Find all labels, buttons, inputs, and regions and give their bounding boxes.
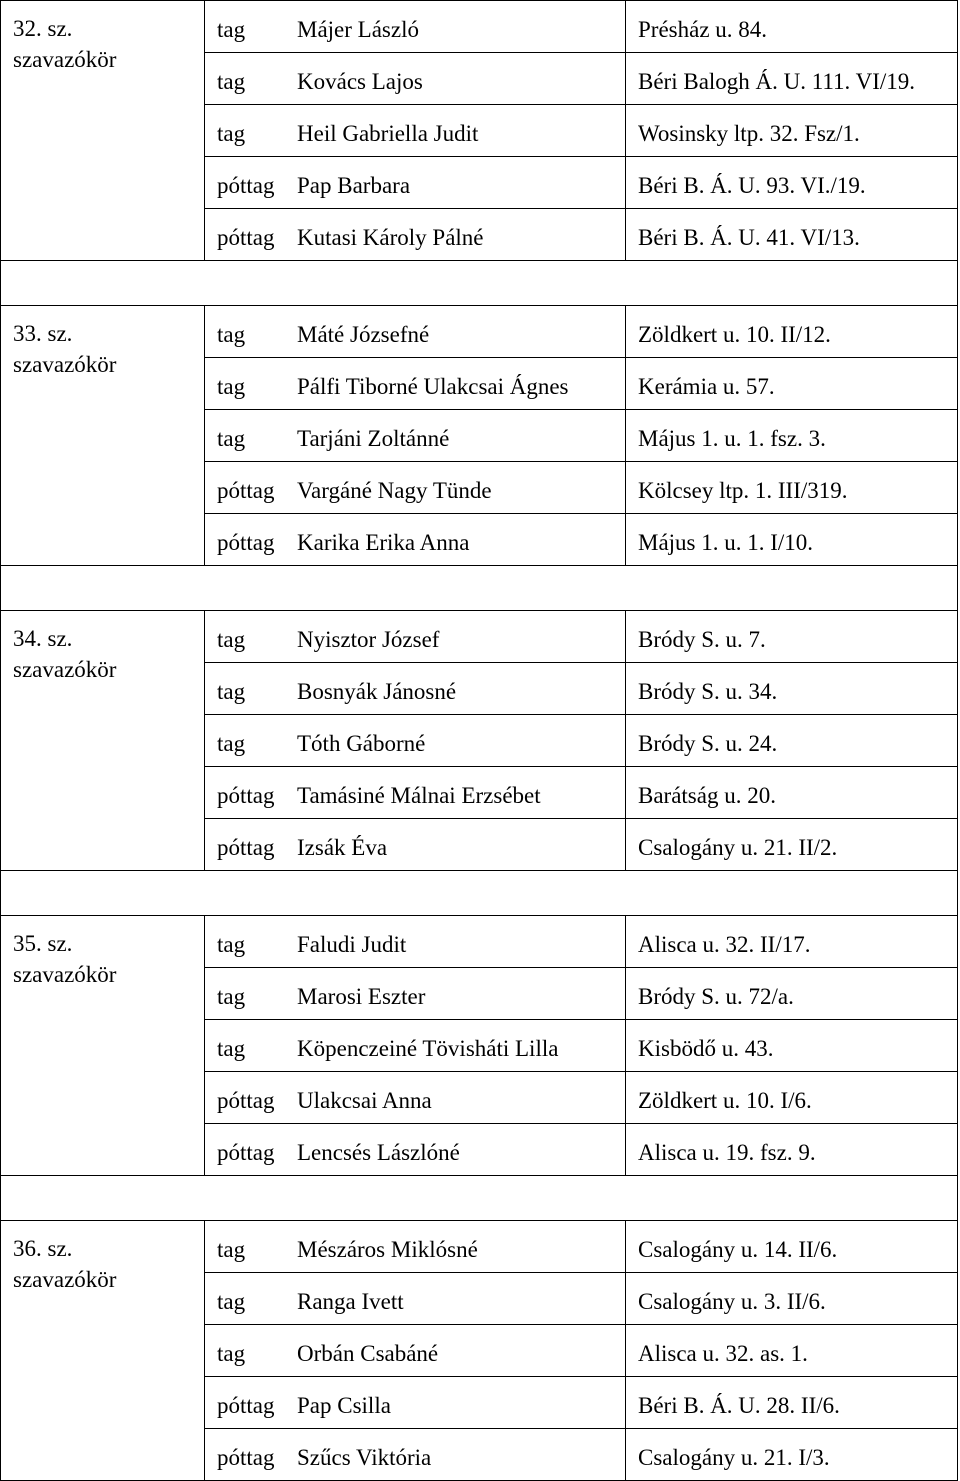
member-address: Csalogány u. 21. I/3. xyxy=(638,1445,830,1470)
member-name: Faludi Judit xyxy=(297,932,407,957)
member-list xyxy=(205,916,957,1175)
member-address-cell xyxy=(626,1072,958,1124)
member-role-cell xyxy=(205,53,297,105)
member-address-cell xyxy=(626,611,958,663)
member-name-cell xyxy=(297,715,626,767)
member-name: Nyisztor József xyxy=(297,627,440,652)
member-role: tag xyxy=(217,1036,246,1061)
member-role-cell xyxy=(205,1072,297,1124)
member-role: tag xyxy=(217,426,246,451)
member-role-cell xyxy=(205,1377,297,1429)
member-row xyxy=(205,1072,957,1124)
member-address-cell xyxy=(626,715,958,767)
member-name: Tóth Gáborné xyxy=(297,731,426,756)
member-name: Szűcs Viktória xyxy=(297,1445,432,1470)
member-name: Vargáné Nagy Tünde xyxy=(297,478,492,503)
member-address: Béri B. Á. U. 41. VI/13. xyxy=(638,225,860,250)
member-list xyxy=(205,611,957,870)
member-address-cell xyxy=(626,462,958,514)
member-row xyxy=(205,968,957,1020)
member-name: Köpenczeiné Tövisháti Lilla xyxy=(297,1036,559,1061)
member-name-cell xyxy=(297,968,626,1020)
member-role: tag xyxy=(217,322,246,347)
member-address: Kisbödő u. 43. xyxy=(638,1036,774,1061)
member-address: Zöldkert u. 10. I/6. xyxy=(638,1088,812,1113)
member-list-cell xyxy=(205,306,958,566)
member-address-cell xyxy=(626,819,958,871)
member-name-cell xyxy=(297,1429,626,1481)
member-name: Pálfi Tiborné Ulakcsai Ágnes xyxy=(297,374,569,399)
member-name: Karika Erika Anna xyxy=(297,530,470,555)
member-address: Bródy S. u. 72/a. xyxy=(638,984,794,1009)
member-list-cell xyxy=(205,1221,958,1481)
member-name-cell xyxy=(297,1072,626,1124)
member-row xyxy=(205,767,957,819)
member-row xyxy=(205,1221,957,1273)
member-name: Marosi Eszter xyxy=(297,984,426,1009)
member-address: Kerámia u. 57. xyxy=(638,374,775,399)
member-address-cell xyxy=(626,1,958,53)
member-address-cell xyxy=(626,663,958,715)
member-list xyxy=(205,306,957,565)
member-address: Barátság u. 20. xyxy=(638,783,776,808)
member-role: tag xyxy=(217,984,246,1009)
member-row xyxy=(205,819,957,871)
member-name: Izsák Éva xyxy=(297,835,388,860)
member-name: Májer László xyxy=(297,17,419,42)
district-label-cell xyxy=(1,1,205,261)
member-address: Bródy S. u. 34. xyxy=(638,679,778,704)
member-role-cell xyxy=(205,968,297,1020)
member-address: Bródy S. u. 7. xyxy=(638,627,766,652)
member-address: Május 1. u. 1. fsz. 3. xyxy=(638,426,826,451)
member-role-cell xyxy=(205,819,297,871)
district-number: 36. sz. xyxy=(13,1236,73,1261)
member-address-cell xyxy=(626,916,958,968)
separator-cell xyxy=(1,566,958,611)
member-role: tag xyxy=(217,374,246,399)
member-row xyxy=(205,715,957,767)
member-role: póttag xyxy=(217,783,275,808)
member-address: Alisca u. 19. fsz. 9. xyxy=(638,1140,816,1165)
member-row xyxy=(205,410,957,462)
member-address-cell xyxy=(626,968,958,1020)
member-role: póttag xyxy=(217,1088,275,1113)
member-role: póttag xyxy=(217,835,275,860)
member-name: Pap Csilla xyxy=(297,1393,391,1418)
separator-row xyxy=(1,871,958,916)
member-address: Alisca u. 32. as. 1. xyxy=(638,1341,808,1366)
member-name-cell xyxy=(297,1273,626,1325)
member-list xyxy=(205,1,957,260)
district-label-cell xyxy=(1,916,205,1176)
member-name: Mészáros Miklósné xyxy=(297,1237,478,1262)
member-address-cell xyxy=(626,514,958,566)
member-address-cell xyxy=(626,1221,958,1273)
member-name: Kutasi Károly Pálné xyxy=(297,225,484,250)
member-address-cell xyxy=(626,306,958,358)
member-name-cell xyxy=(297,514,626,566)
member-role-cell xyxy=(205,1020,297,1072)
separator-row xyxy=(1,566,958,611)
member-role-cell xyxy=(205,209,297,261)
member-row xyxy=(205,663,957,715)
member-address: Alisca u. 32. II/17. xyxy=(638,932,811,957)
member-address: Présház u. 84. xyxy=(638,17,768,42)
district-word: szavazókör xyxy=(13,47,117,72)
member-address: Csalogány u. 3. II/6. xyxy=(638,1289,826,1314)
member-row xyxy=(205,1020,957,1072)
member-role-cell xyxy=(205,715,297,767)
member-name-cell xyxy=(297,306,626,358)
member-address-cell xyxy=(626,53,958,105)
member-row xyxy=(205,209,957,261)
member-row xyxy=(205,1377,957,1429)
member-name: Bosnyák Jánosné xyxy=(297,679,457,704)
member-name-cell xyxy=(297,462,626,514)
district-number: 34. sz. xyxy=(13,626,73,651)
member-row xyxy=(205,306,957,358)
member-name: Orbán Csabáné xyxy=(297,1341,439,1366)
member-address-cell xyxy=(626,410,958,462)
member-name-cell xyxy=(297,663,626,715)
member-name-cell xyxy=(297,105,626,157)
member-address: Kölcsey ltp. 1. III/319. xyxy=(638,478,848,503)
member-role-cell xyxy=(205,916,297,968)
district-row xyxy=(1,611,958,871)
member-address-cell xyxy=(626,1020,958,1072)
member-name: Tamásiné Málnai Erzsébet xyxy=(297,783,541,808)
member-role: tag xyxy=(217,121,246,146)
member-role-cell xyxy=(205,1325,297,1377)
member-role: tag xyxy=(217,17,246,42)
member-role: tag xyxy=(217,1341,246,1366)
member-name-cell xyxy=(297,1221,626,1273)
member-list-cell xyxy=(205,916,958,1176)
member-name-cell xyxy=(297,53,626,105)
member-row xyxy=(205,1429,957,1481)
district-word: szavazókör xyxy=(13,352,117,377)
member-role-cell xyxy=(205,105,297,157)
member-role: póttag xyxy=(217,1393,275,1418)
member-role: tag xyxy=(217,69,246,94)
member-name-cell xyxy=(297,209,626,261)
member-role: tag xyxy=(217,679,246,704)
member-name-cell xyxy=(297,1124,626,1176)
member-row xyxy=(205,611,957,663)
member-role-cell xyxy=(205,1273,297,1325)
member-role-cell xyxy=(205,306,297,358)
member-role: póttag xyxy=(217,1140,275,1165)
member-address-cell xyxy=(626,209,958,261)
member-name-cell xyxy=(297,410,626,462)
district-word: szavazókör xyxy=(13,962,117,987)
district-label-cell xyxy=(1,306,205,566)
member-name-cell xyxy=(297,611,626,663)
member-name-cell xyxy=(297,916,626,968)
member-name-cell xyxy=(297,358,626,410)
member-row xyxy=(205,105,957,157)
member-role: tag xyxy=(217,731,246,756)
member-role: póttag xyxy=(217,1445,275,1470)
member-address-cell xyxy=(626,358,958,410)
member-address-cell xyxy=(626,1377,958,1429)
member-list xyxy=(205,1221,957,1480)
member-name-cell xyxy=(297,767,626,819)
district-row xyxy=(1,1221,958,1481)
member-name: Heil Gabriella Judit xyxy=(297,121,479,146)
member-role-cell xyxy=(205,1,297,53)
member-name-cell xyxy=(297,1020,626,1072)
member-role-cell xyxy=(205,410,297,462)
district-word: szavazókör xyxy=(13,657,117,682)
district-row xyxy=(1,916,958,1176)
separator-cell xyxy=(1,871,958,916)
member-address-cell xyxy=(626,1325,958,1377)
member-address: Május 1. u. 1. I/10. xyxy=(638,530,814,555)
member-address-cell xyxy=(626,157,958,209)
member-row xyxy=(205,1,957,53)
district-row xyxy=(1,306,958,566)
member-role-cell xyxy=(205,358,297,410)
member-role: póttag xyxy=(217,478,275,503)
member-address: Csalogány u. 14. II/6. xyxy=(638,1237,838,1262)
member-row xyxy=(205,1273,957,1325)
member-address: Zöldkert u. 10. II/12. xyxy=(638,322,831,347)
member-role-cell xyxy=(205,1221,297,1273)
separator-row xyxy=(1,261,958,306)
member-name: Ulakcsai Anna xyxy=(297,1088,432,1113)
member-name: Tarjáni Zoltánné xyxy=(297,426,450,451)
member-row xyxy=(205,916,957,968)
member-name-cell xyxy=(297,157,626,209)
member-role-cell xyxy=(205,1124,297,1176)
member-address: Csalogány u. 21. II/2. xyxy=(638,835,838,860)
member-role: póttag xyxy=(217,225,275,250)
member-list-cell xyxy=(205,611,958,871)
member-role: tag xyxy=(217,627,246,652)
separator-cell xyxy=(1,1176,958,1221)
member-name: Kovács Lajos xyxy=(297,69,423,94)
member-name-cell xyxy=(297,1325,626,1377)
member-address-cell xyxy=(626,1273,958,1325)
district-word: szavazókör xyxy=(13,1267,117,1292)
member-name-cell xyxy=(297,819,626,871)
district-number: 35. sz. xyxy=(13,931,73,956)
district-row xyxy=(1,1,958,261)
district-number: 33. sz. xyxy=(13,321,73,346)
member-address-cell xyxy=(626,1429,958,1481)
separator-row xyxy=(1,1176,958,1221)
member-role-cell xyxy=(205,611,297,663)
member-row xyxy=(205,358,957,410)
member-address: Béri B. Á. U. 93. VI./19. xyxy=(638,173,866,198)
member-role-cell xyxy=(205,663,297,715)
member-row xyxy=(205,514,957,566)
member-name: Máté Józsefné xyxy=(297,322,430,347)
member-address: Béri B. Á. U. 28. II/6. xyxy=(638,1393,840,1418)
member-address-cell xyxy=(626,1124,958,1176)
member-name-cell xyxy=(297,1,626,53)
member-row xyxy=(205,53,957,105)
member-address-cell xyxy=(626,105,958,157)
member-name: Ranga Ivett xyxy=(297,1289,404,1314)
member-row xyxy=(205,1124,957,1176)
separator-cell xyxy=(1,261,958,306)
member-role-cell xyxy=(205,462,297,514)
member-role: tag xyxy=(217,1289,246,1314)
member-row xyxy=(205,462,957,514)
member-address: Bródy S. u. 24. xyxy=(638,731,778,756)
member-address: Béri Balogh Á. U. 111. VI/19. xyxy=(638,69,916,94)
member-role-cell xyxy=(205,767,297,819)
district-label-cell xyxy=(1,611,205,871)
district-number: 32. sz. xyxy=(13,16,73,41)
member-name: Pap Barbara xyxy=(297,173,411,198)
member-role-cell xyxy=(205,514,297,566)
member-name-cell xyxy=(297,1377,626,1429)
member-address: Wosinsky ltp. 32. Fsz/1. xyxy=(638,121,860,146)
district-label-cell xyxy=(1,1221,205,1481)
member-list-cell xyxy=(205,1,958,261)
member-role-cell xyxy=(205,1429,297,1481)
member-name: Lencsés Lászlóné xyxy=(297,1140,460,1165)
member-role: póttag xyxy=(217,173,275,198)
member-role-cell xyxy=(205,157,297,209)
member-role: póttag xyxy=(217,530,275,555)
member-role: tag xyxy=(217,1237,246,1262)
member-row xyxy=(205,1325,957,1377)
member-address-cell xyxy=(626,767,958,819)
member-row xyxy=(205,157,957,209)
member-role: tag xyxy=(217,932,246,957)
